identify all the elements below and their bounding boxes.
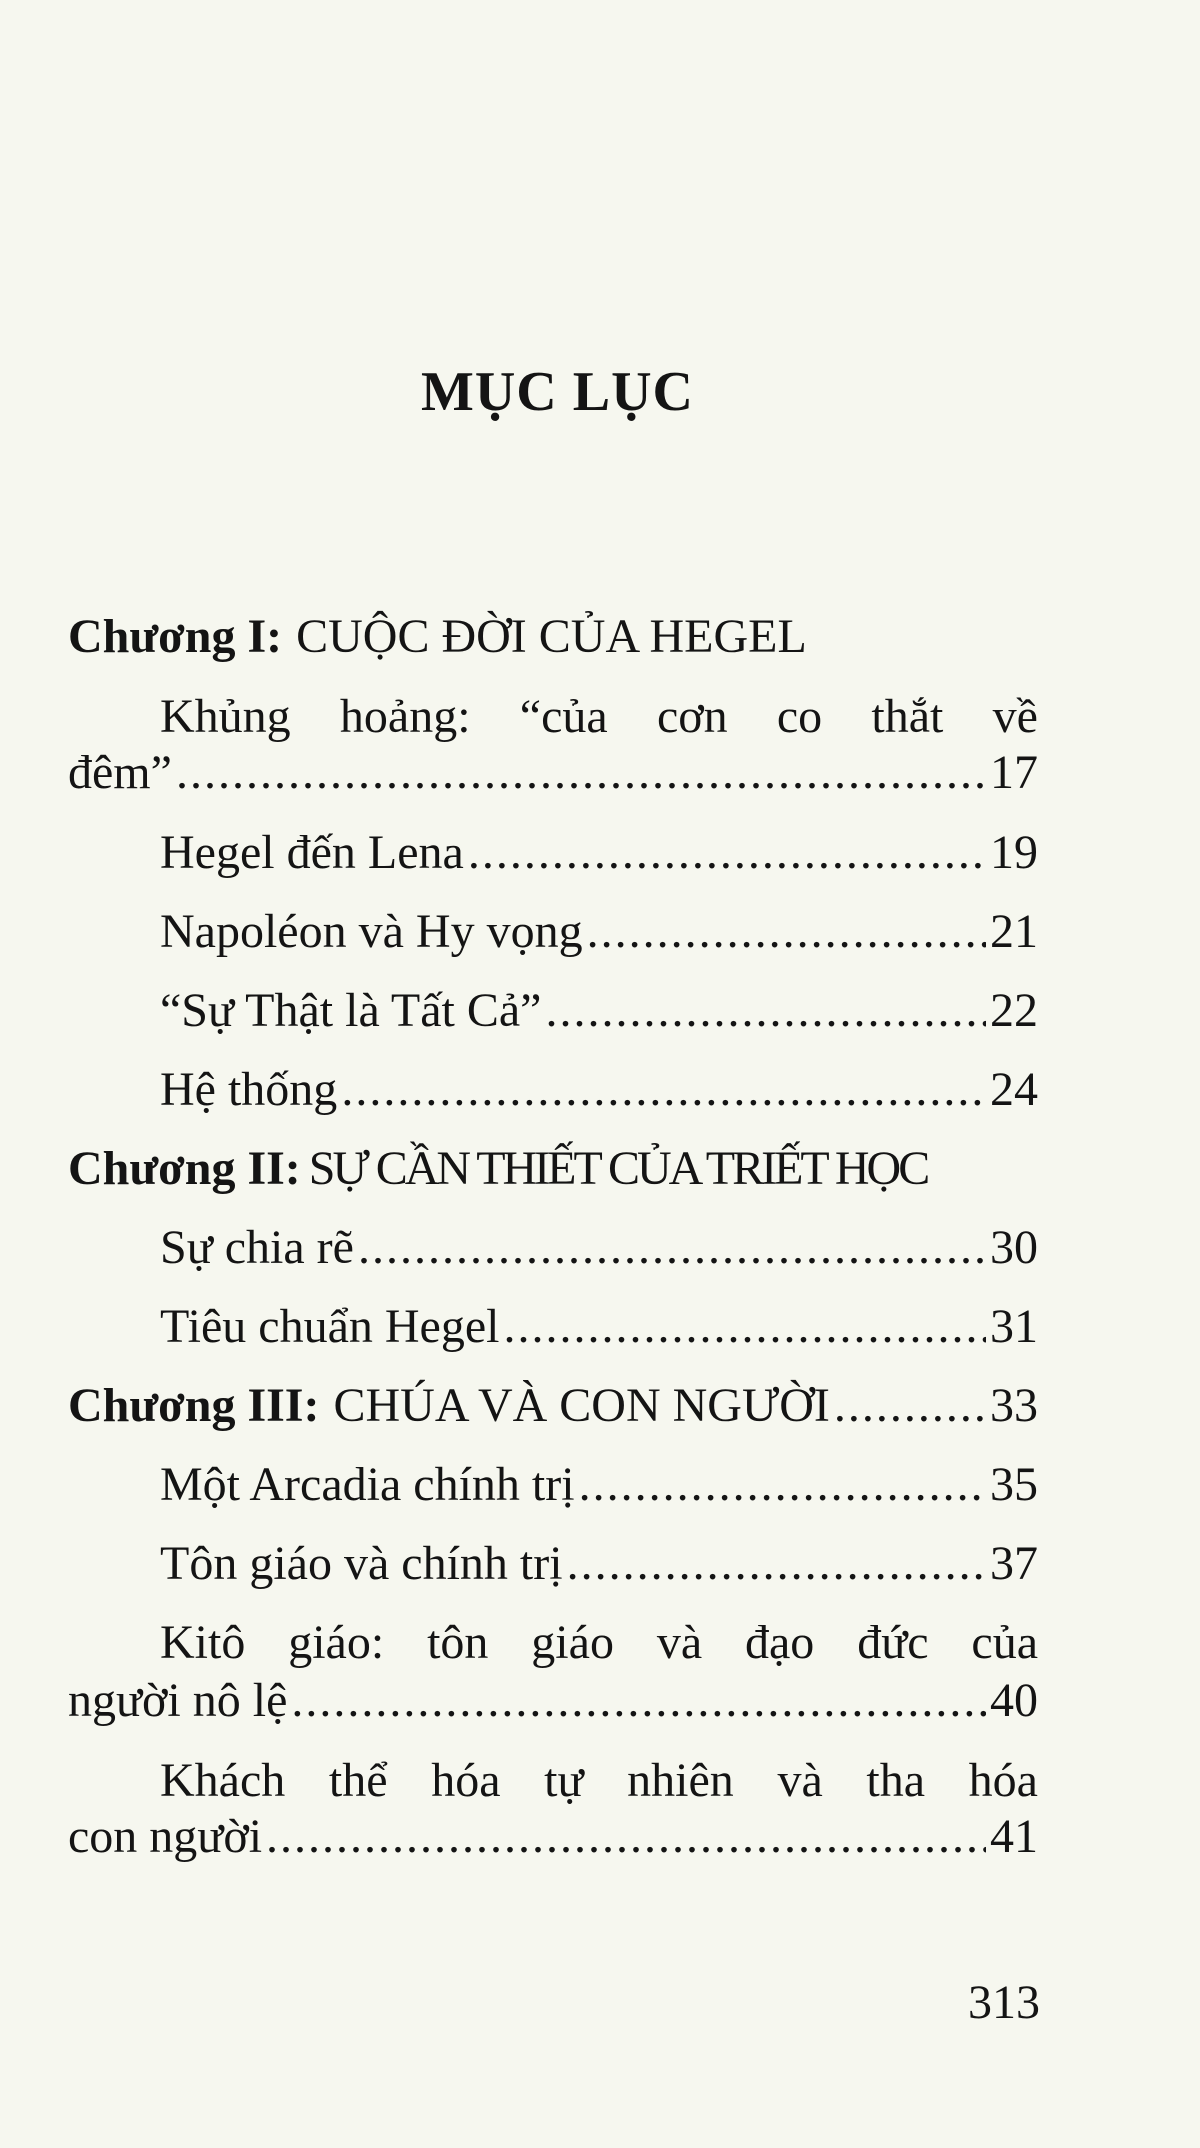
word: về [992, 690, 1038, 743]
entry-title: con người [68, 1810, 263, 1863]
chapter-title: CUỘC ĐỜI CỦA HEGEL [296, 610, 807, 663]
word: và [777, 1754, 823, 1807]
entry-page-number: 17 [990, 746, 1038, 799]
toc-entry-wrap-line [160, 1612, 1038, 1674]
word: hóa [431, 1754, 501, 1807]
entry-title: đêm” [68, 746, 172, 799]
toc-entry [68, 980, 1038, 1042]
word: tự [544, 1754, 584, 1807]
dot-leader [567, 1533, 986, 1595]
entry-title: Hegel đến Lena [160, 826, 464, 879]
word: Khách [160, 1754, 286, 1807]
entry-page-number: 21 [990, 905, 1038, 958]
toc-entry [68, 1806, 1038, 1868]
toc-entry-wrap-line [160, 1750, 1038, 1812]
chapter-title: SỰ CẦN THIẾT CỦA TRIẾT HỌC [308, 1142, 928, 1195]
entry-title: Tôn giáo và chính trị [160, 1537, 563, 1590]
entry-title: Tiêu chuẩn Hegel [160, 1300, 500, 1353]
toc-chapter-1 [68, 606, 1038, 668]
entry-page-number: 24 [990, 1063, 1038, 1116]
toc-entry [68, 742, 1038, 804]
word: “của [519, 690, 608, 743]
toc-entry [68, 1059, 1038, 1121]
page-number: 313 [968, 1976, 1040, 2029]
word: giáo: [288, 1616, 385, 1669]
dot-leader [504, 1296, 987, 1358]
word: tôn [427, 1616, 489, 1669]
entry-page-number: 30 [990, 1221, 1038, 1274]
toc-chapter-2 [68, 1138, 1038, 1200]
chapter-label: Chương I: [68, 610, 283, 663]
dot-leader [291, 1670, 986, 1732]
dot-leader [266, 1806, 986, 1868]
word: đạo [745, 1616, 815, 1669]
dot-leader [176, 742, 986, 804]
entry-title: người nô lệ [68, 1674, 288, 1727]
word: hoảng: [339, 690, 471, 743]
entry-title: Sự chia rẽ [160, 1221, 354, 1274]
toc-entry [68, 901, 1038, 963]
entry-page-number: 33 [990, 1379, 1038, 1432]
entry-page-number: 19 [990, 826, 1038, 879]
word: nhiên [627, 1754, 734, 1807]
toc-entry [68, 1296, 1038, 1358]
dot-leader [545, 980, 986, 1042]
word: thắt [871, 690, 944, 743]
dot-leader [587, 901, 986, 963]
chapter-label: Chương II: [68, 1142, 301, 1195]
entry-title: Một Arcadia chính trị [160, 1458, 575, 1511]
word: Khủng [160, 690, 291, 743]
entry-page-number: 35 [990, 1458, 1038, 1511]
word: hóa [968, 1754, 1038, 1807]
word: thể [328, 1754, 388, 1807]
word: co [776, 690, 823, 743]
toc-entry [68, 1670, 1038, 1732]
toc-entry [68, 1217, 1038, 1279]
dot-leader [358, 1217, 986, 1279]
entry-title: “Sự Thật là Tất Cả” [160, 984, 542, 1037]
dot-leader [579, 1454, 986, 1516]
toc-entry [68, 1533, 1038, 1595]
entry-page-number: 41 [990, 1810, 1038, 1863]
word: đức [857, 1616, 929, 1669]
dot-leader [834, 1375, 986, 1437]
entry-title: Hệ thống [160, 1063, 338, 1116]
word: cơn [656, 690, 728, 743]
entry-page-number: 40 [990, 1674, 1038, 1727]
toc-entry [68, 1454, 1038, 1516]
word: giáo [531, 1616, 614, 1669]
toc-entry-wrap-line [160, 686, 1038, 748]
entry-page-number: 31 [990, 1300, 1038, 1353]
chapter-label: Chương III: [68, 1379, 320, 1432]
dot-leader [341, 1059, 986, 1121]
word: của [971, 1616, 1038, 1669]
toc-chapter-3 [68, 1375, 1038, 1437]
entry-title: Napoléon và Hy vọng [160, 905, 583, 958]
toc-entry [68, 822, 1038, 884]
dot-leader [468, 822, 986, 884]
page-title: MỤC LỤC [421, 361, 694, 423]
entry-page-number: 37 [990, 1537, 1038, 1590]
entry-page-number: 22 [990, 984, 1038, 1037]
word: tha [866, 1754, 926, 1807]
chapter-title: CHÚA VÀ CON NGƯỜI [333, 1379, 830, 1432]
word: Kitô [160, 1616, 246, 1669]
word: và [656, 1616, 703, 1669]
